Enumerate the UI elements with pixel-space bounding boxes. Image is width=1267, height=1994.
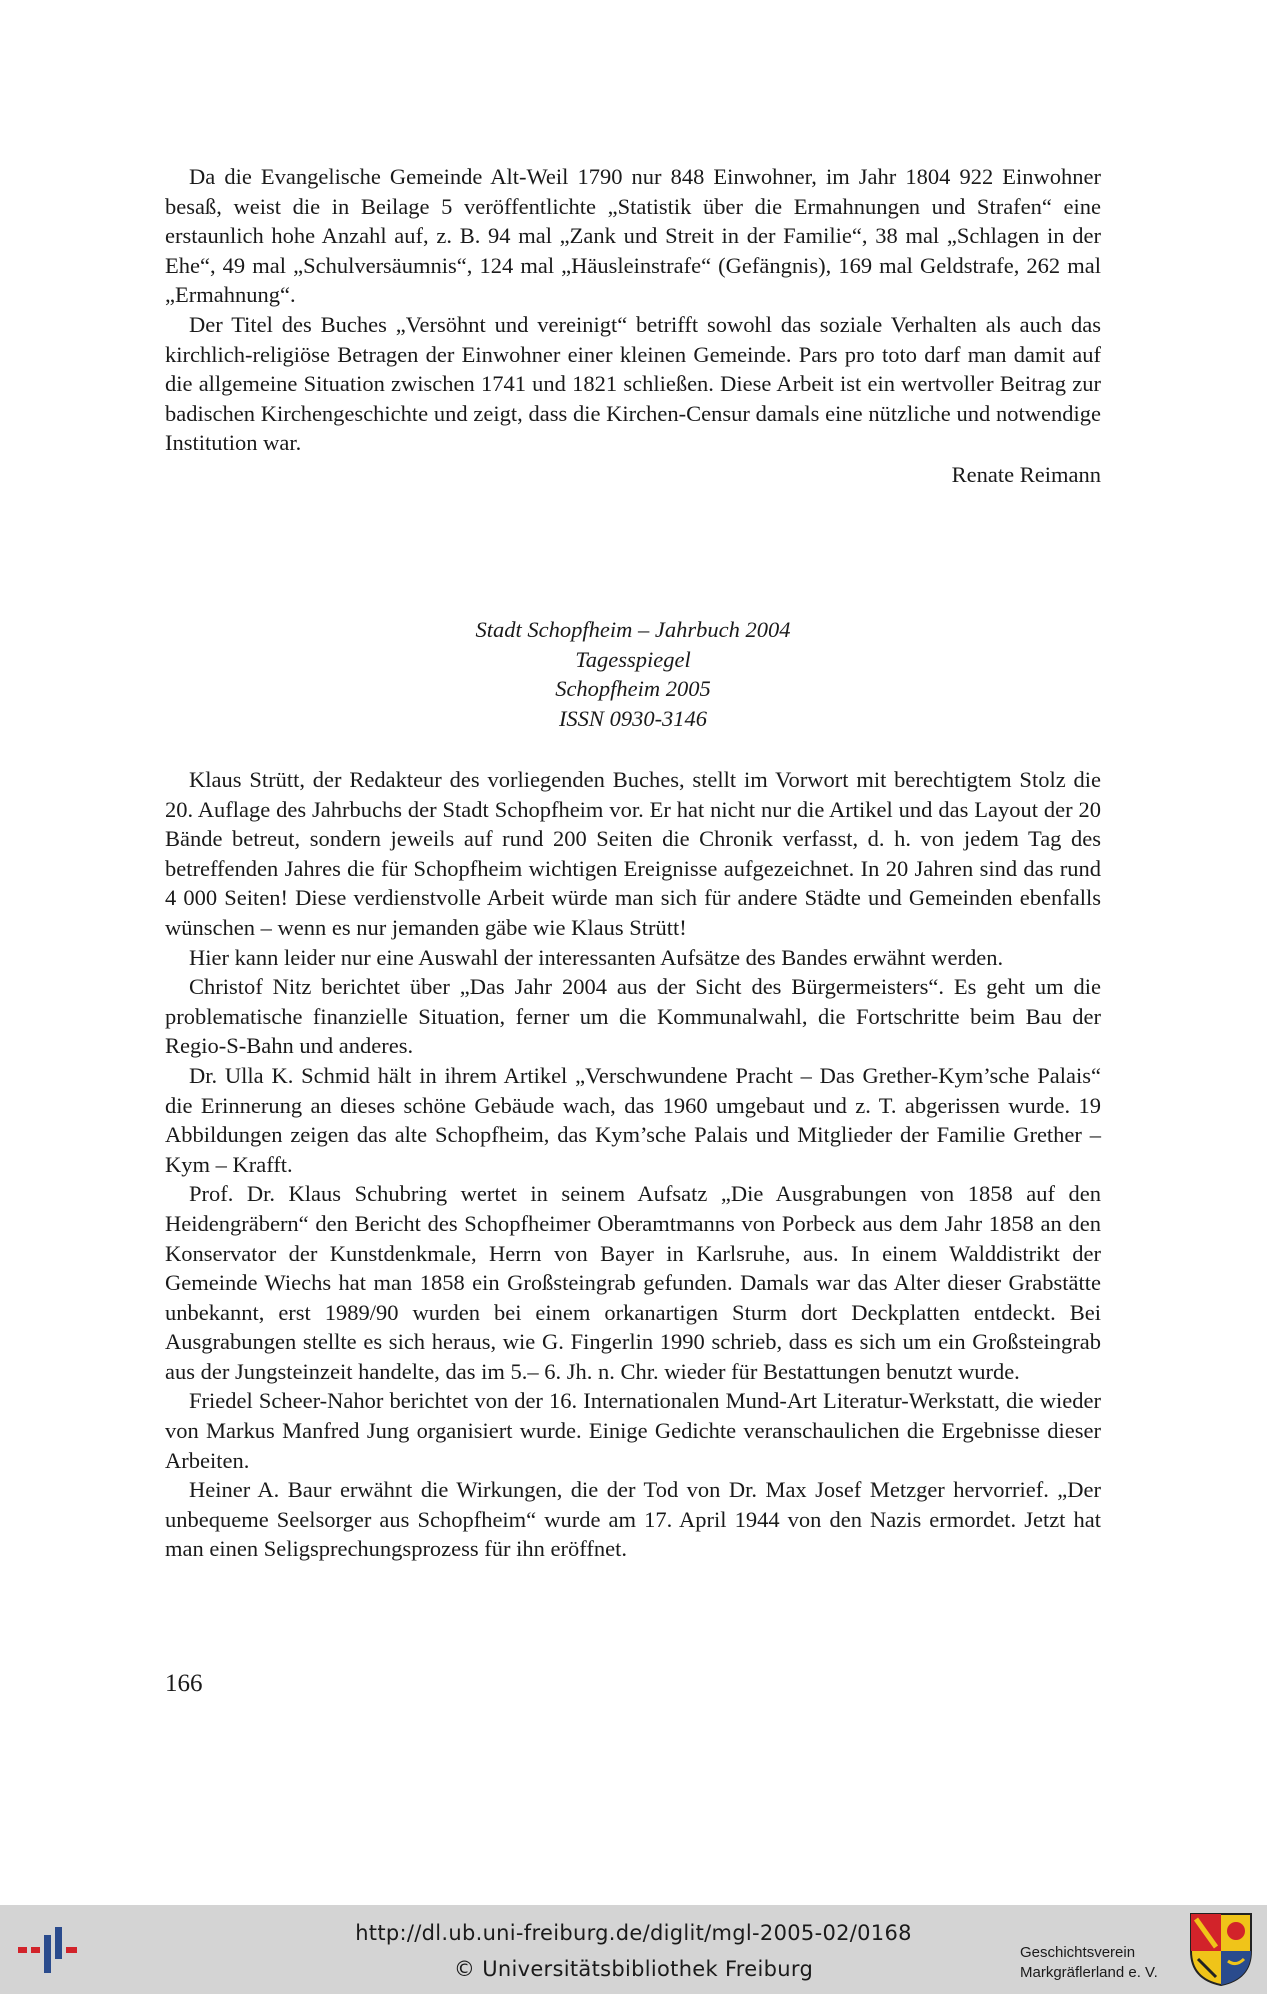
review-paragraph-4: Dr. Ulla K. Schmid hält in ihrem Artikel „Verschwundene Pracht – Das Grether-Kym’sche Palais“ die Erinnerung an dieses schöne Gebäude wach, das 1960 umgebaut und z. T. abgerissen wurde. 19 Abbildungen zeigen das alte Schopfheim, das Kym’sche Palais und Mitglieder der Familie Grether – Kym – Krafft. <box>165 1062 1101 1177</box>
footer-organization <box>1020 1943 1180 1983</box>
footer-bar <box>0 1905 1267 1994</box>
review-publication: Schopfheim 2005 <box>555 676 711 702</box>
reviewer-signature: Renate Reimann <box>951 461 1101 487</box>
review-paragraph-1: Klaus Strütt, der Redakteur des vorliegenden Buches, stellt im Vorwort mit berechtigtem Stolz die 20. Auflage des Jahrbuchs der Stadt Schopfheim vor. Er hat nicht nur die Artikel und das Layout der 20 Bände betreut, sondern jeweils auf rund 200 Seiten die Chronik verfasst, d. h. von jedem Tag des betreffenden Jahres die für Schopfheim wichtigen Ereignisse aufgezeichnet. In 20 Jahren sind das rund 4 000 Seiten! Diese verdienstvolle Arbeit würde man sich für andere Städte und Gemeinden ebenfalls wünschen – wenn es nur jemanden gäbe wie Klaus Strütt! <box>165 767 1101 940</box>
review-paragraph-6: Friedel Scheer-Nahor berichtet von der 16. Internationalen Mund-Art Literatur-Werkstatt, die wieder von Markus Manfred Jung organisiert wurde. Einige Gedichte veranschaulichen die Ergebnisse dieser Arbeiten. <box>165 1388 1101 1473</box>
review-heading <box>165 615 1101 733</box>
review-title: Stadt Schopfheim – Jahrbuch 2004 <box>475 617 791 642</box>
footer-org-suffix: Markgräflerland e. V. <box>1020 1964 1158 1981</box>
footer-url-link[interactable]: http://dl.ub.uni-freiburg.de/diglit/mgl-2005-02/0168 <box>355 1921 912 1945</box>
intro-section <box>165 162 1101 490</box>
review-paragraph-5: Prof. Dr. Klaus Schubring wertet in seinem Aufsatz „Die Ausgrabungen von 1858 auf den Heidengräbern“ den Bericht des Schopfheimer Oberamtmanns von Porbeck aus dem Jahr 1858 an den Konservator der Kunstdenkmale, Herrn von Bayer in Karlsruhe, aus. In einem Walddistrikt der Gemeinde Wiechs hat man 1858 ein Großsteingrab gefunden. Damals war das Alter dieser Grabstätte unbekannt, erst 1989/90 wurden bei einem orkanartigen Sturm dort Deckplatten entdeckt. Bei Ausgrabungen stellte es sich heraus, wie G. Fingerlin 1990 schrieb, dass es sich um ein Großsteingrab aus der Jungsteinzeit handelte, das im 5.– 6. Jh. n. Chr. wieder für Bestattungen benutzt wurde. <box>165 1181 1101 1384</box>
review-subtitle: Tagesspiegel <box>575 646 691 672</box>
review-issn: ISSN 0930-3146 <box>558 705 708 731</box>
review-body <box>165 765 1101 1564</box>
page-number: 166 <box>165 1670 203 1697</box>
intro-paragraph-1: Da die Evangelische Gemeinde Alt-Weil 1790 nur 848 Einwohner, im Jahr 1804 922 Einwohner besaß, weist die in Beilage 5 veröffentlichte „Statistik über die Ermahnungen und Strafen“ eine erstaunlich hohe Anzahl auf, z. B. 94 mal „Zank und Streit in der Familie“, 38 mal „Schlagen in der Ehe“, 49 mal „Schulversäumnis“, 124 mal „Häusleinstrafe“ (Gefängnis), 169 mal Geldstrafe, 262 mal „Ermahnung“. <box>165 164 1101 308</box>
footer-copyright: © Universitätsbibliothek Freiburg <box>453 1957 814 1981</box>
intro-paragraph-2: Der Titel des Buches „Versöhnt und vereinigt“ betrifft sowohl das soziale Verhalten als auch das kirchlich-religiöse Betragen der Einwohner einer kleinen Gemeinde. Pars pro toto darf man damit auf die allgemeine Situation zwischen 1741 und 1821 schließen. Diese Arbeit ist ein wertvoller Beitrag zur badischen Kirchengeschichte und zeigt, dass die Kirchen-Censur damals eine nützliche und notwendige Institution war. <box>165 311 1101 456</box>
footer-org-name: Geschichtsverein <box>1020 1944 1136 1961</box>
review-paragraph-3: Christof Nitz berichtet über „Das Jahr 2004 aus der Sicht des Bürgermeisters“. Es geht um die problematische finanzielle Situation, ferner um die Kommunalwahl, die Fortschritte beim Bau der Regio-S-Bahn und anderes. <box>165 974 1101 1059</box>
review-paragraph-7: Heiner A. Baur erwähnt die Wirkungen, die der Tod von Dr. Max Josef Metzger hervorrief. „Der unbequeme Seelsorger aus Schopfheim“ wurde am 17. April 1944 von den Nazis ermordet. Jetzt hat man einen Seligsprechungsprozess für ihn eröffnet. <box>165 1477 1101 1562</box>
coat-of-arms-icon <box>1188 1911 1254 1987</box>
review-paragraph-2: Hier kann leider nur eine Auswahl der interessanten Aufsätze des Bandes erwähnt werden. <box>189 944 1004 970</box>
